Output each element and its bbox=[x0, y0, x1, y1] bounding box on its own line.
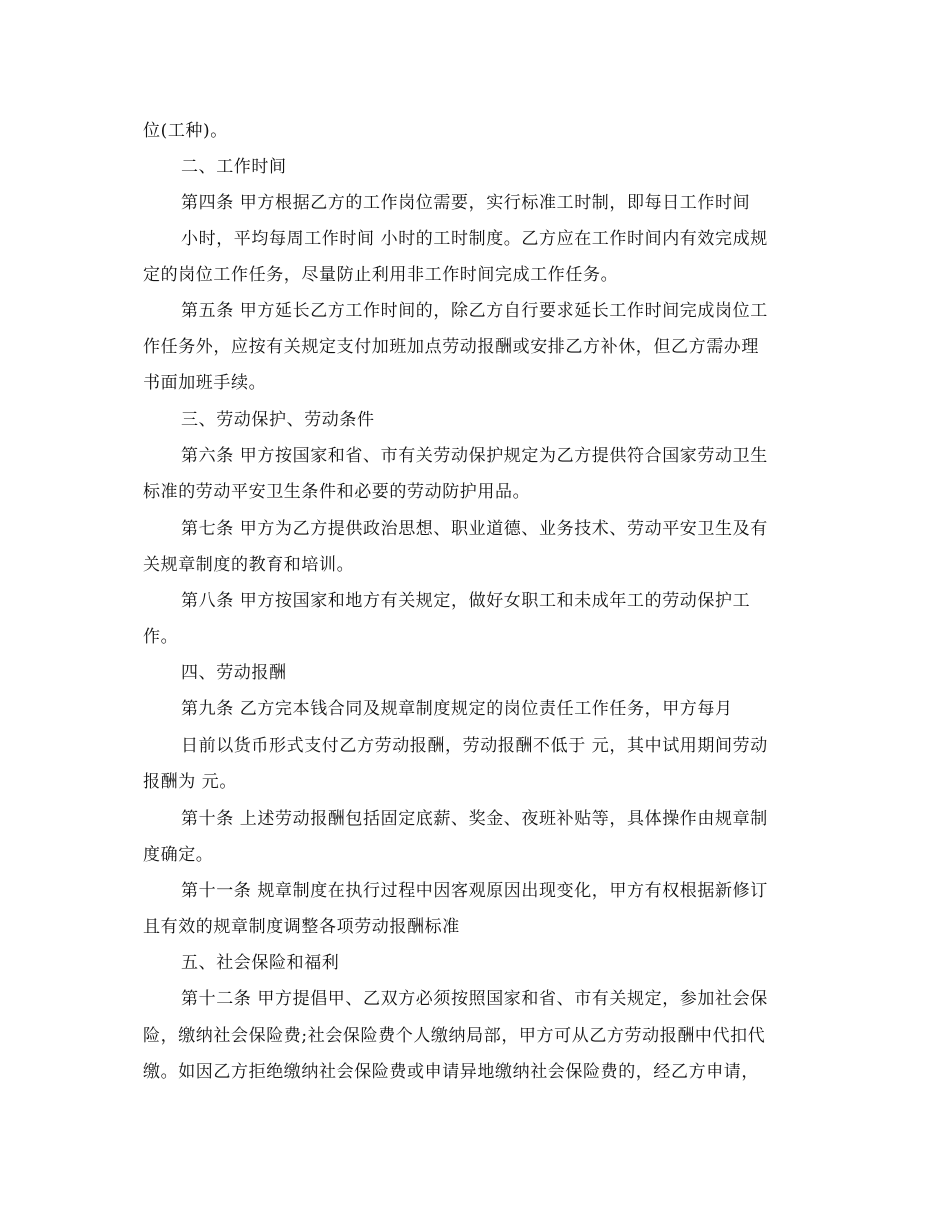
text-line: 作。 bbox=[143, 627, 179, 647]
section-heading: 四、劳动报酬 bbox=[181, 663, 287, 683]
text-line: 第七条 甲方为乙方提供政治思想、职业道德、业务技术、劳动平安卫生及有 bbox=[181, 519, 768, 539]
text-line: 第十一条 规章制度在执行过程中因客观原因出现变化，甲方有权根据新修订 bbox=[181, 881, 768, 901]
text-line: 标准的劳动平安卫生条件和必要的劳动防护用品。 bbox=[143, 482, 531, 502]
text-line: 第八条 甲方按国家和地方有关规定，做好女职工和未成年工的劳动保护工 bbox=[181, 591, 751, 611]
section-heading: 二、工作时间 bbox=[181, 157, 287, 177]
text-line: 第九条 乙方完本钱合同及规章制度规定的岗位责任工作任务，甲方每月 bbox=[181, 699, 733, 719]
section-heading: 三、劳动保护、劳动条件 bbox=[181, 410, 375, 430]
text-line: 作任务外，应按有关规定支付加班加点劳动报酬或安排乙方补休，但乙方需办理 bbox=[143, 337, 759, 357]
text-line: 定的岗位工作任务，尽量防止利用非工作时间完成工作任务。 bbox=[143, 265, 619, 285]
text-line: 险，缴纳社会保险费;社会保险费个人缴纳局部，甲方可从乙方劳动报酬中代扣代 bbox=[143, 1026, 766, 1046]
text-line: 日前以货币形式支付乙方劳动报酬，劳动报酬不低于 元，其中试用期间劳动 bbox=[181, 736, 768, 756]
text-line: 第六条 甲方按国家和省、市有关劳动保护规定为乙方提供符合国家劳动卫生 bbox=[181, 446, 768, 466]
text-line: 关规章制度的教育和培训。 bbox=[143, 555, 355, 575]
text-line: 第四条 甲方根据乙方的工作岗位需要，实行标准工时制，即每日工作时间 bbox=[181, 193, 751, 213]
text-line: 第十条 上述劳动报酬包括固定底薪、奖金、夜班补贴等，具体操作由规章制 bbox=[181, 809, 768, 829]
text-line: 小时，平均每周工作时间 小时的工时制度。乙方应在工作时间内有效完成规 bbox=[181, 229, 768, 249]
text-line: 书面加班手续。 bbox=[143, 373, 267, 393]
text-line: 缴。如因乙方拒绝缴纳社会保险费或申请异地缴纳社会保险费的，经乙方申请， bbox=[143, 1062, 759, 1082]
text-line: 度确定。 bbox=[143, 845, 214, 865]
text-line: 第十二条 甲方提倡甲、乙双方必须按照国家和省、市有关规定，参加社会保 bbox=[181, 989, 768, 1009]
section-heading: 五、社会保险和福利 bbox=[181, 953, 340, 973]
text-line: 位(工种)。 bbox=[143, 121, 228, 141]
text-line: 且有效的规章制度调整各项劳动报酬标准 bbox=[143, 917, 460, 937]
text-line: 第五条 甲方延长乙方工作时间的，除乙方自行要求延长工作时间完成岗位工 bbox=[181, 301, 768, 321]
text-line: 报酬为 元。 bbox=[143, 772, 238, 792]
